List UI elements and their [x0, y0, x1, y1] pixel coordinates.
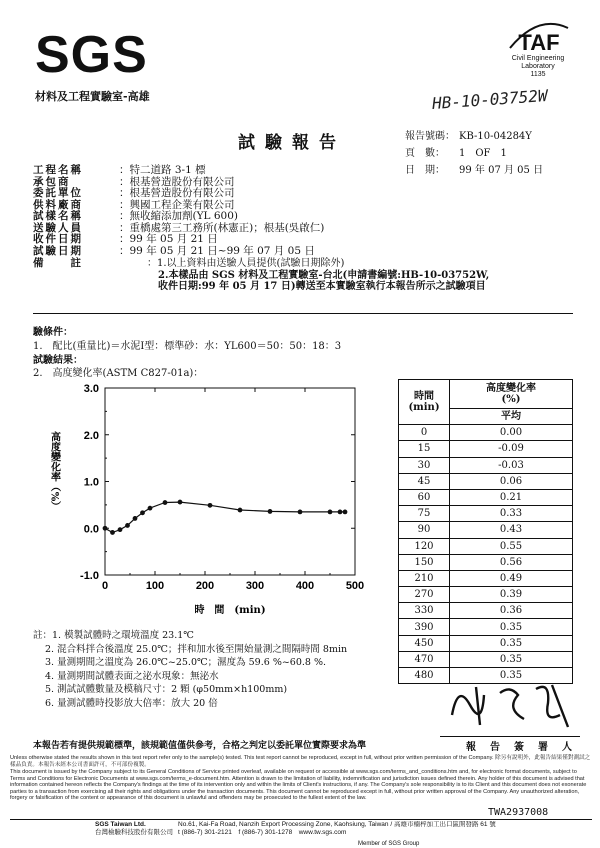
page-count: 1 OF 1 [459, 148, 507, 159]
conditions-heading: 驗條件： [33, 327, 73, 338]
data-point [343, 509, 348, 514]
time-cell: 480 [399, 668, 450, 684]
info-label: 試驗日期 [33, 244, 83, 257]
time-cell: 45 [399, 473, 450, 489]
info-label: 試樣名稱 [33, 210, 83, 222]
sgs-logo: SGS [35, 26, 148, 84]
change-cell: 0.35 [450, 668, 573, 684]
change-header [450, 380, 573, 409]
height-change-chart [40, 380, 380, 630]
x-axis-label: 時 間 (min) [194, 605, 266, 616]
report-number-label: 報告號碼： [405, 131, 455, 142]
company-en: SGS Taiwan Ltd. [95, 821, 146, 828]
data-point [208, 503, 213, 508]
accreditation-line: Laboratory [521, 63, 555, 70]
table-row [399, 651, 573, 667]
company-address [178, 821, 578, 837]
remarks-label: 備 註 [33, 257, 83, 269]
telephone: t (886-7) 301-2121 [178, 829, 232, 836]
report-date: 99 年 07 月 05 日 [459, 165, 544, 176]
time-cell: 390 [399, 619, 450, 635]
time-cell: 470 [399, 651, 450, 667]
report-date-label: 日 期： [405, 165, 445, 176]
accreditation-line: 1135 [530, 71, 546, 78]
data-point [118, 527, 123, 532]
change-cell: 0.06 [450, 473, 573, 489]
note-line: 4. 量測期間試體表面之泌水現象：無泌水 [45, 670, 219, 682]
note-line: 2. 混合料拌合後溫度 25.0℃；拌和加水後至開始量測之間隔時間 8min [45, 643, 348, 655]
y-tick-label: 2.0 [83, 429, 99, 442]
table-row [399, 489, 573, 505]
time-cell: 450 [399, 635, 450, 651]
data-point [125, 523, 130, 528]
change-cell: 0.00 [450, 425, 573, 441]
change-cell: 0.39 [450, 587, 573, 603]
table-row [399, 441, 573, 457]
test-notes [33, 629, 347, 710]
lab-name: 材料及工程實驗室-高雄 [35, 90, 150, 103]
taf-logo-text: TAF [518, 30, 560, 54]
change-cell: 0.55 [450, 538, 573, 554]
info-value: ：特二道路 3-1 標 [119, 164, 206, 176]
info-value: ：重橋處第三工務所(林憲正)；根基(吳啟仁) [119, 221, 325, 234]
time-cell: 15 [399, 441, 450, 457]
serial-number: TWA2937008 [488, 807, 549, 818]
change-cell: 0.33 [450, 506, 573, 522]
change-cell: 0.21 [450, 489, 573, 505]
info-row [33, 246, 324, 258]
time-header-line: (min) [408, 402, 440, 414]
data-point [133, 516, 138, 521]
project-info [33, 165, 324, 257]
fine-print-2: This document is issued by the Company subject to its General Conditions of Service printed overleaf, available on request or accessible at www.sgs.com/terms_and_conditions.htm and, for electronic format documents, subject to Terms and Conditions for Electronic Documents at www.sgs.com/terms_e-document.htm. Attention is drawn to the limitation of liability, indemnification and jurisdiction issues defined therein. Any holder of this document is advised that information contained hereon reflects the Company's findings at the time of its intervention only and within the limits of Client's instructions, if any. The Company's sole responsibility is to its Client and this document does not exonerate parties to a transaction from exercising all their rights and obligations under the transaction documents. This document cannot be reproduced except in full, without prior written approval of the Company. Any unauthorized alteration, forgery or falsification of the content or appearance of this document is unlawful and offenders may be prosecuted to the fullest extent of the law. [10, 769, 587, 802]
change-cell: 0.36 [450, 603, 573, 619]
results-table [398, 379, 573, 684]
member-of: Member of SGS Group [358, 841, 420, 847]
time-cell: 210 [399, 570, 450, 586]
x-tick-label: 100 [145, 580, 165, 592]
note-line: 3. 量測期間之溫度為 26.0℃~25.0℃；濕度為 59.6 %~60.8 %. [45, 657, 327, 668]
table-row [399, 570, 573, 586]
y-tick-label: -1.0 [80, 570, 99, 582]
height-change-heading: 2. 高度變化率(ASTM C827-01a)： [33, 368, 204, 379]
footer-divider [10, 819, 592, 820]
note-line: 5. 測試試體數量及模稿尺寸：2 顆 (φ50mm×h100mm) [45, 684, 288, 695]
page-title: 試驗報告 [238, 133, 346, 153]
note-line: 註：1. 模製試體時之環境溫度 23.1℃ [33, 630, 194, 641]
company-cn: 台灣檢驗科技股份有限公司 [95, 829, 173, 836]
address: No.61, Kai-Fa Road, Nanzih Export Processing Zone, Kaohsiung, Taiwan / 高雄市楠梓加工出口區開發路 61 號 [178, 821, 496, 828]
plot-frame [105, 388, 355, 575]
change-cell: 0.43 [450, 522, 573, 538]
info-label: 送驗人員 [33, 221, 83, 234]
data-point [178, 500, 183, 505]
info-label: 委託單位 [33, 187, 83, 199]
time-cell: 330 [399, 603, 450, 619]
info-value: ：99 年 05 月 21 日~99 年 07 月 05 日 [119, 244, 315, 257]
report-number: KB-10-04284Y [459, 131, 532, 142]
info-label: 收件日期 [33, 233, 83, 245]
table-row [399, 635, 573, 651]
data-point [268, 509, 273, 514]
data-point [140, 510, 145, 515]
average-header: 平均 [450, 409, 573, 425]
info-value: ：根基營造股份有限公司 [119, 187, 235, 199]
change-header-line: 高度變化率 [486, 383, 536, 394]
page-count-label: 頁 數： [405, 148, 445, 159]
table-row [399, 587, 573, 603]
data-point [328, 509, 333, 514]
x-tick-label: 500 [345, 580, 365, 592]
time-cell: 75 [399, 506, 450, 522]
remark-line: 2.本樣品由 SGS 材料及工程實驗室-台北(申請書編號:HB-10-03752W, [158, 269, 490, 281]
time-cell: 120 [399, 538, 450, 554]
change-cell: -0.09 [450, 441, 573, 457]
accreditation-line: Civil Engineering [511, 55, 565, 62]
data-point [298, 509, 303, 514]
note-line: 6. 量測試體時投影放大倍率：放大 20 倍 [45, 697, 218, 709]
signature-line [440, 736, 580, 737]
time-header-line: 時間 [414, 391, 434, 403]
change-cell: 0.35 [450, 651, 573, 667]
time-cell: 90 [399, 522, 450, 538]
time-cell: 270 [399, 587, 450, 603]
table-row [399, 522, 573, 538]
time-cell: 30 [399, 457, 450, 473]
table-row [399, 619, 573, 635]
table-row [399, 554, 573, 570]
divider [33, 313, 573, 314]
change-cell: 0.35 [450, 635, 573, 651]
time-header [399, 380, 450, 425]
info-label: 工程名稱 [33, 164, 83, 176]
change-header-line: (%) [501, 394, 521, 405]
y-axis-label: 高度變化率（%） [48, 431, 60, 512]
data-point [103, 526, 108, 531]
data-point [148, 506, 153, 511]
info-value: ：99 年 05 月 21 日 [119, 233, 218, 245]
signature-image [440, 675, 590, 735]
company-name [95, 821, 173, 837]
info-value: ：無收縮添加劑(YL 600) [119, 210, 238, 222]
report-number-row [405, 127, 532, 142]
x-tick-label: 300 [245, 580, 265, 592]
info-label: 承包商 [33, 175, 71, 188]
data-point [163, 500, 168, 505]
handwritten-number: HB-10-03752W [431, 85, 549, 114]
table-row [399, 506, 573, 522]
data-point [338, 509, 343, 514]
y-tick-label: 0.0 [83, 523, 99, 536]
info-label: 供料廠商 [33, 198, 83, 211]
table-row [399, 457, 573, 473]
y-tick-label: 1.0 [83, 476, 99, 489]
table-row [399, 473, 573, 489]
remark-line: 收件日期:99 年 05 月 17 日)轉送至本實驗室執行本報告所示之試驗項目 [158, 281, 486, 292]
signature-label: 報 告 簽 署 人 [466, 742, 574, 753]
time-cell: 150 [399, 554, 450, 570]
data-point [238, 508, 243, 513]
x-tick-label: 0 [101, 580, 109, 592]
x-tick-label: 400 [295, 580, 315, 592]
series-line [105, 502, 345, 532]
time-cell: 0 [399, 425, 450, 441]
accreditation-text [478, 55, 598, 79]
x-tick-label: 200 [195, 580, 215, 592]
change-cell: 0.56 [450, 554, 573, 570]
remark-line: ：1.以上資料由送驗人員提供(試驗日期除外) [147, 258, 345, 269]
change-cell: 0.35 [450, 619, 573, 635]
fine-print-1: Unless otherwise stated the results shown in this test report refer only to the sample(s) tested. This test report cannot be reproduced, except in full, without prior written permission of the Company. 除另有說明外，此報告結果僅對測試之樣品負責。本報告未經本公司書面許可，不可部份複製。 [10, 755, 591, 768]
y-tick-label: 3.0 [83, 383, 99, 395]
mix-ratio: 1. 配比(重量比)＝水泥Ⅰ型：標準砂：水：YL600＝50：50：18：3 [33, 341, 342, 352]
disclaimer: 本報告若有提供規範標準，該規範值僅供參考，合格之判定以委託單位實際要求為準 [33, 741, 367, 751]
page-count-row [405, 144, 507, 159]
time-cell: 60 [399, 489, 450, 505]
taf-logo [508, 18, 570, 54]
results-heading: 試驗結果： [33, 355, 83, 366]
info-value: ：根基營造股份有限公司 [119, 175, 235, 188]
change-cell: 0.49 [450, 570, 573, 586]
fax: f (886-7) 301-1278 [238, 829, 293, 836]
table-row [399, 425, 573, 441]
table-row [399, 603, 573, 619]
website: www.tw.sgs.com [298, 829, 347, 836]
data-point [110, 530, 115, 535]
info-value: ：興國工程企業有限公司 [119, 198, 235, 211]
change-cell: -0.03 [450, 457, 573, 473]
remarks [33, 258, 489, 293]
report-date-row [405, 161, 543, 176]
table-row [399, 538, 573, 554]
